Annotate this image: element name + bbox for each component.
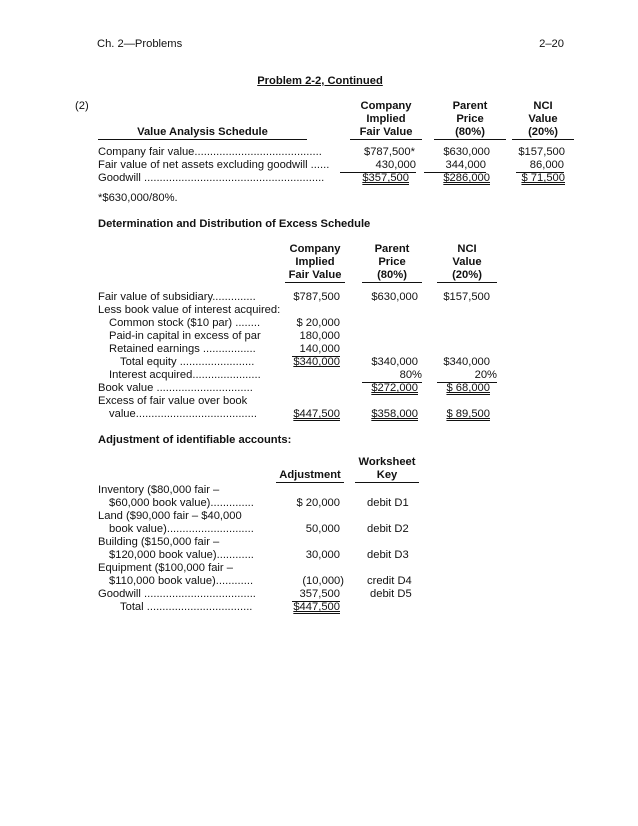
dde-row-label: value....................................... [109,408,257,420]
dde-col1-line3: Fair Value [285,269,345,283]
dde-title: Determination and Distribution of Excess Schedule [98,218,371,230]
adj-key: credit D4 [367,575,412,587]
dde-col1-line1: Company [289,243,341,255]
adj-col-key-line2: Key [355,469,419,483]
adj-amount: 357,500 [292,588,340,602]
dde-row-label: Book value ............................... [98,382,253,394]
adjustments-title: Adjustment of identifiable accounts: [98,434,292,446]
adj-key: debit D3 [367,549,409,561]
dde-cell: $340,000 [293,356,340,368]
dde-cell: $157,500 [443,291,490,303]
adj-key: debit D1 [367,497,409,509]
va-col2-line1: Parent [452,100,488,112]
va-row-label: Company fair value......................................... [98,146,322,158]
dde-row-label: Interest acquired...................... [109,369,261,381]
dde-row-label: Retained earnings ................. [109,343,256,355]
adj-key: debit D5 [370,588,412,600]
dde-cell: $447,500 [293,408,340,420]
adj-row-label: Goodwill .................................... [98,588,256,600]
va-cell: $157,500 [518,146,565,158]
va-col3-line3: (20%) [512,126,574,140]
part-label: (2) [75,100,89,112]
va-cell: $630,000 [443,146,490,158]
va-col2-line2: Price [456,113,484,125]
dde-col2-line1: Parent [374,243,410,255]
va-cell: $ 71,500 [521,172,565,184]
dde-col1-line2: Implied [295,256,335,268]
dde-col2-line2: Price [378,256,406,268]
adj-row-label: $120,000 book value)............ [109,549,254,561]
dde-cell: $340,000 [371,356,418,368]
value-analysis-label: Value Analysis Schedule [98,126,307,140]
va-cell: $787,500* [363,146,415,158]
dde-row-label: Fair value of subsidiary.............. [98,291,256,303]
dde-row-label: Total equity ........................ [120,356,255,368]
adj-row-label: Land ($90,000 fair – $40,000 [98,510,242,522]
adj-row-label: $60,000 book value).............. [109,497,254,509]
dde-cell: 20% [437,369,497,383]
adj-amount: 50,000 [305,523,340,535]
va-col1-line1: Company [360,100,412,112]
dde-cell: 140,000 [292,343,340,357]
dde-cell: 80% [362,369,422,383]
dde-cell: $630,000 [371,291,418,303]
adj-amount: $ 20,000 [296,497,340,509]
dde-row-label: Less book value of interest acquired: [98,304,281,316]
adj-row-label: book value)............................ [109,523,254,535]
va-col2-line3: (80%) [434,126,506,140]
adj-row-label: Inventory ($80,000 fair – [98,484,220,496]
dde-cell: $787,500 [293,291,340,303]
va-col3-line1: NCI [533,100,553,112]
adj-row-label: $110,000 book value)............ [109,575,254,587]
dde-cell: $358,000 [371,408,418,420]
va-footnote: *$630,000/80%. [98,192,178,204]
dde-row-label: Paid-in capital in excess of par [109,330,261,342]
va-col1-line3: Fair Value [350,126,422,140]
va-cell: 430,000 [340,159,416,173]
dde-row-label: Common stock ($10 par) ........ [109,317,261,329]
va-col1-line2: Implied [366,113,406,125]
page-header-left: Ch. 2—Problems [97,38,183,50]
problem-title: Problem 2-2, Continued [257,75,383,87]
dde-col3-line2: Value [452,256,482,268]
va-row-label: Fair value of net assets excluding goodwill ...... [98,159,330,171]
dde-row-label: Excess of fair value over book [98,395,248,407]
adj-key: debit D2 [367,523,409,535]
dde-col3-line3: (20%) [437,269,497,283]
dde-cell: $272,000 [371,382,418,394]
va-cell: $286,000 [443,172,490,184]
adj-row-label: Building ($150,000 fair – [98,536,220,548]
dde-cell: $ 20,000 [296,317,340,329]
dde-cell: 180,000 [299,330,340,342]
adj-col-key-line1: Worksheet [358,456,416,468]
adj-total-amount: $447,500 [293,601,340,613]
va-cell: 86,000 [516,159,564,173]
va-row-label: Goodwill .......................................................... [98,172,325,184]
adj-row-label: Total .................................. [120,601,253,613]
va-col3-line2: Value [528,113,558,125]
adj-amount: 30,000 [305,549,340,561]
dde-col3-line1: NCI [457,243,477,255]
dde-cell: $ 68,000 [446,382,490,394]
adj-col-adjustment: Adjustment [276,469,344,483]
va-cell: $357,500 [362,172,409,184]
dde-cell: $ 89,500 [446,408,490,420]
adj-row-label: Equipment ($100,000 fair – [98,562,233,574]
page-number: 2–20 [539,38,564,50]
va-cell: 344,000 [424,159,486,173]
dde-cell: $340,000 [443,356,490,368]
adj-amount: (10,000) [302,575,344,587]
dde-col2-line3: (80%) [362,269,422,283]
